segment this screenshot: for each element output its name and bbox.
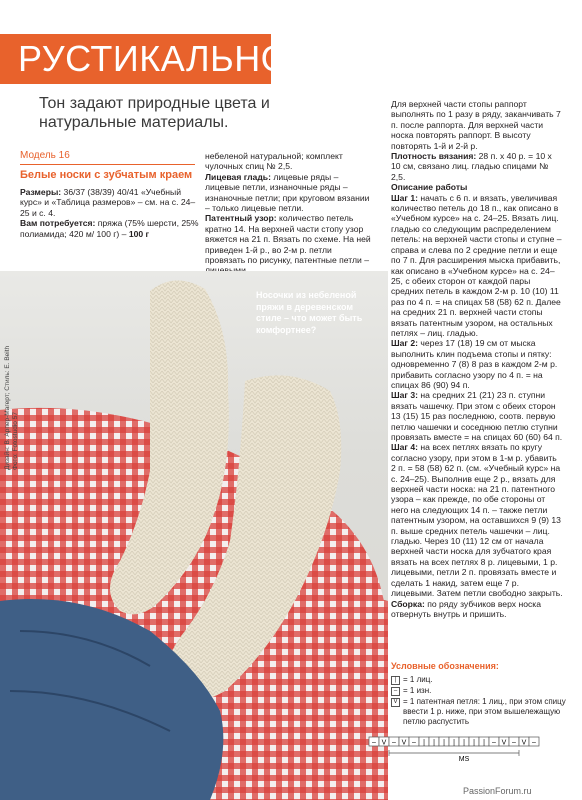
photo-caption: Носочки из небеленой пряжи в деревенском стиле – что может быть комфортнее? [256,290,363,335]
chart-symbol: V [521,739,527,747]
chart-symbol: – [492,739,496,747]
density-label: Плотность вязания: [391,151,477,162]
stocking-label: Лицевая гладь: [205,171,271,182]
chart-symbol: V [401,739,407,747]
chart-symbol: – [372,739,376,747]
step1-paragraph [391,193,563,339]
credit-line-2: Фото: Fotostudio 57 [12,412,19,470]
legend-item [391,697,566,727]
step2-label: Шаг 2: [391,338,419,349]
chart-symbol: | [453,739,455,747]
legend [391,661,566,728]
step3-paragraph [391,390,563,442]
chart-symbol: V [381,739,387,747]
materials-text: пряжа (75% шерсти, 25% полиамида; 420 м/ 100 г) – [20,218,199,239]
sizes-paragraph [20,187,200,218]
photo-credit [4,346,20,470]
photo-illustration [0,271,388,800]
legend-text: = 1 лиц. [403,675,433,684]
knitting-chart [365,735,555,761]
watermark: PassionForum.ru [463,786,532,796]
purl-symbol-icon: – [391,687,400,696]
step4-text: на всех петлях вязать по кругу согласно узору, при этом в 1-м р. убавить 2 п. = 58 (58) 62 п. (см. «Учебный курс» на с. 24–25). Выполнив еще 2 р., вязать для верхней части носка: на 21 п. патентного узора – как прежде, по обе стороны от него на следующих 14 п. – также петли патентным узором, на оставшихся 9 (9) 13 п. выше средних петель чашечки – лиц. гладью. Через 10 (11) 12 см от начала верхней части носка для зубчатого края вязать на всех петлях 8 р. лицевыми, 1 р. лицевыми, петли 2 п. провязать вместе и сделать 1 накид, затем еще 7 р. лицевыми. Затем петли свободно закрыть. [391,442,563,599]
step1-text: начать с 6 п. и вязать, увеличивая количество петель до 18 п., как описано в «Учебном курсе» на с. 24–25. Вязать лиц. гладью со следующим распределением петель: на верхней части стопы и ступне – справа и слева по 2 средние петли и еще по 7 п. Для расширения мыска прибавить, как описано в «Учебном курсе» на с. 24–25, с обеих сторон от каждой пары средних петель в каждом 2-м р. 10 (10) 11 раз по 4 п. = на спицах 58 (58) 62 п. Далее на средних 21 п. верхней части стопы вязать патентным узором, на остальных петлях – лиц. гладью. [391,192,562,338]
text-column-2 [205,151,371,276]
step3-label: Шаг 3: [391,390,419,401]
pattern-text: количество петель кратно 14. На верхней части стопу узор вяжется на 21 п. Вязать по схеме. На ней приведен 1-й р., во 2-м р. петли провязать по рисунку, патентные петли – [205,213,371,266]
model-number: Модель 16 [20,150,70,161]
sock-photo [0,271,388,800]
materials-paragraph [20,218,200,239]
step1-label: Шаг 1: [391,192,419,203]
legend-title: Условные обозначения: [391,661,499,671]
step4-paragraph [391,442,563,598]
chart-symbol: | [443,739,445,747]
sizes-text: 36/37 (38/39) 40/41 «Учебный курс» и «Таблица размеров» – см. на с. 24–25 и с. 4. [20,186,196,218]
step4-label: Шаг 4: [391,442,419,453]
legend-item [391,675,566,685]
chart-symbol: | [433,739,435,747]
sizes-label: Размеры: [20,186,62,197]
stocking-text: лицевые ряды – лицевые петли, изнаночные ряды – изнаночные петли; при круговом вязании – только лицевые петли. [205,171,370,214]
legend-text: = 1 изн. [403,686,432,695]
chart-symbol: | [423,739,425,747]
materials-continued: небеленой натуральной; комплект чулочных спиц № 2,5. [205,151,343,172]
page-subtitle: Тон задают природные цвета и натуральные материалы. [39,95,270,131]
patent-stitch-symbol-icon: V [391,698,400,707]
repeat-label: MS [458,756,470,761]
pattern-label: Патентный узор: [205,213,277,224]
chart-symbol: | [463,739,465,747]
chart-symbol: | [473,739,475,747]
chart-symbol: – [392,739,396,747]
page-title: РУСТИКАЛЬНО [18,38,290,79]
materials-amount: 100 г [128,228,150,239]
density-paragraph [391,151,563,182]
text-column-1 [20,151,200,239]
assembly-label: Сборка: [391,598,425,609]
pattern-continued: Для верхней части стопы раппорт выполнять по 1 разу в ряду, заканчивать 7 п. после раппорта. Для верхней части носка повторять раппорт. В высоту повторять 1-й и 2-й р. [391,99,561,151]
work-label: Описание работы [391,182,468,193]
pattern-paragraph [205,213,371,275]
chart-symbol: – [532,739,536,747]
legend-text: = 1 патентная петля: 1 лиц., при этом спицу ввести 1 р. ниже, при этом вышележащую петлю распустить [403,697,566,726]
chart-symbol: | [483,739,485,747]
density-text: 28 п. х 40 р. = 10 х 10 см, связано лиц. гладью спицами № 2,5. [391,151,552,182]
chart-symbol: V [501,739,507,747]
model-name: Белые носки с зубчатым краем [20,169,193,182]
legend-item [391,686,566,696]
stocking-paragraph [205,172,371,214]
work-heading [391,182,563,192]
assembly-text: по ряду зубчиков верх носка отвернуть внутрь и пришить. [391,598,541,619]
divider [20,164,195,165]
credit-line-1: Дизайн: В. Арпер-Магерт; Стиль: Е. Beith [4,345,11,470]
chart-symbol: – [412,739,416,747]
step2-text: через 17 (18) 19 см от мыска выполнить клин подъема стопы и пятку: одновременно 7 (8) 8 раз в каждом 2-м р. прибавить согласно узору по 4 п. = на спицах 86 (90) 94 п. [391,338,558,390]
chart-symbol: – [512,739,516,747]
materials-label: Вам потребуется: [20,218,96,229]
step2-paragraph [391,338,563,390]
step3-text: на средних 21 (21) 23 п. ступни вязать чашечку. При этом с обеих сторон 13 (15) 15 раз последнюю, соотв. первую петлю чашечки и соседнюю петлю ступни провязать вместе = на спицах 60 (60) 64 п. [391,390,563,442]
knit-symbol-icon: | [391,676,400,685]
assembly-paragraph [391,599,563,620]
text-column-3 [391,99,563,619]
